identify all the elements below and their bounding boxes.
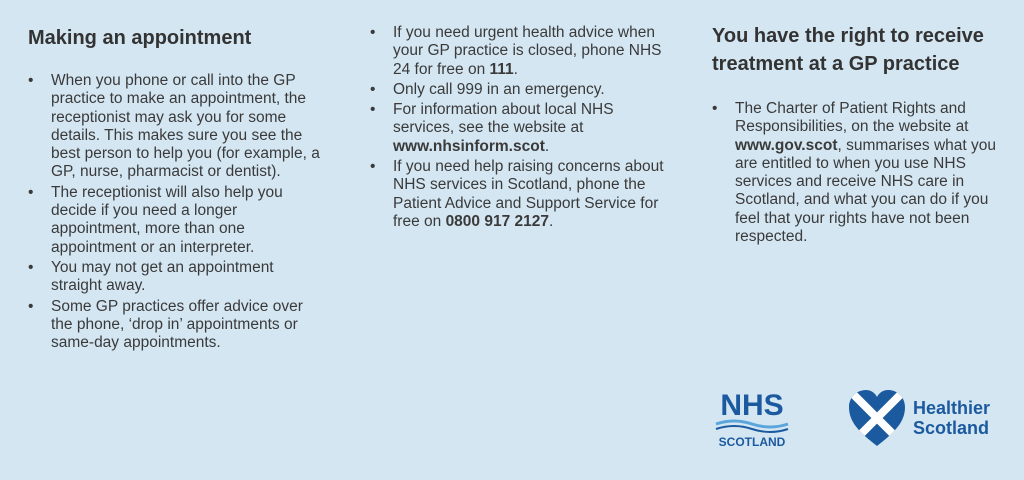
hs-logo-line1: Healthier (913, 398, 991, 418)
hs-logo-line2: Scotland (913, 418, 990, 438)
list-item-end: , summarises what you are entitled to when you use NHS services and receive NHS care in Scotland, and what you can do if you feel that your rights have not been respected. (735, 136, 996, 246)
rights-list (712, 100, 1002, 246)
list-item (370, 81, 670, 99)
column-urgent-advice (370, 24, 670, 233)
heading-making-appointment: Making an appointment (28, 27, 252, 49)
column-making-appointment (28, 24, 328, 354)
nhs-logo-subtext: SCOTLAND (718, 435, 786, 449)
list-item-text: For information about local NHS services, see the website at (393, 101, 614, 137)
advice-list (370, 24, 670, 231)
list-item: • The receptionist will also help you decide if you need a longer appointment, more than one appointment or an interpreter. (28, 184, 328, 257)
nhsinform-link[interactable]: www.nhsinform.scot (393, 137, 545, 155)
pass-phone-number: 0800 917 2127 (445, 212, 549, 230)
list-item-end: . (513, 60, 518, 78)
list-item (370, 24, 670, 79)
heading-right-to-treatment: You have the right to receive treatment at a GP practice (712, 25, 984, 75)
nhs24-number: 111 (489, 60, 514, 78)
list-item: • When you phone or call into the GP practice to make an appointment, the receptionist may ask you for some details. This makes sure you see the best person to help you (for example, a GP, nurse, pharmacist or dentist). (28, 72, 328, 182)
list-item (370, 101, 670, 156)
list-item-text: If you need help raising concerns about NHS services in Scotland, phone the Patient Advice and Support Service for free on (393, 158, 664, 230)
nhs-logo-text: NHS (720, 389, 784, 422)
list-item-text: The Charter of Patient Rights and Responsibilities, on the website at (735, 100, 969, 136)
list-item-end: . (549, 212, 554, 230)
list-item-text: If you need urgent health advice when your GP practice is closed, phone NHS 24 for free on (393, 24, 662, 78)
list-item-text: Only call 999 in an emergency. (393, 80, 605, 98)
appointment-list (28, 72, 328, 352)
list-item: • You may not get an appointment straight away. (28, 259, 328, 296)
list-item: • Some GP practices offer advice over the phone, ‘drop in’ appointments or same-day appointments. (28, 298, 328, 353)
list-item (712, 100, 1002, 246)
nhs-scotland-logo (712, 388, 792, 450)
govscot-link[interactable]: www.gov.scot (735, 136, 838, 154)
list-item (370, 158, 670, 231)
healthier-scotland-logo (849, 390, 1009, 448)
list-item-end: . (544, 137, 550, 155)
column-right-to-treatment (712, 22, 1002, 248)
